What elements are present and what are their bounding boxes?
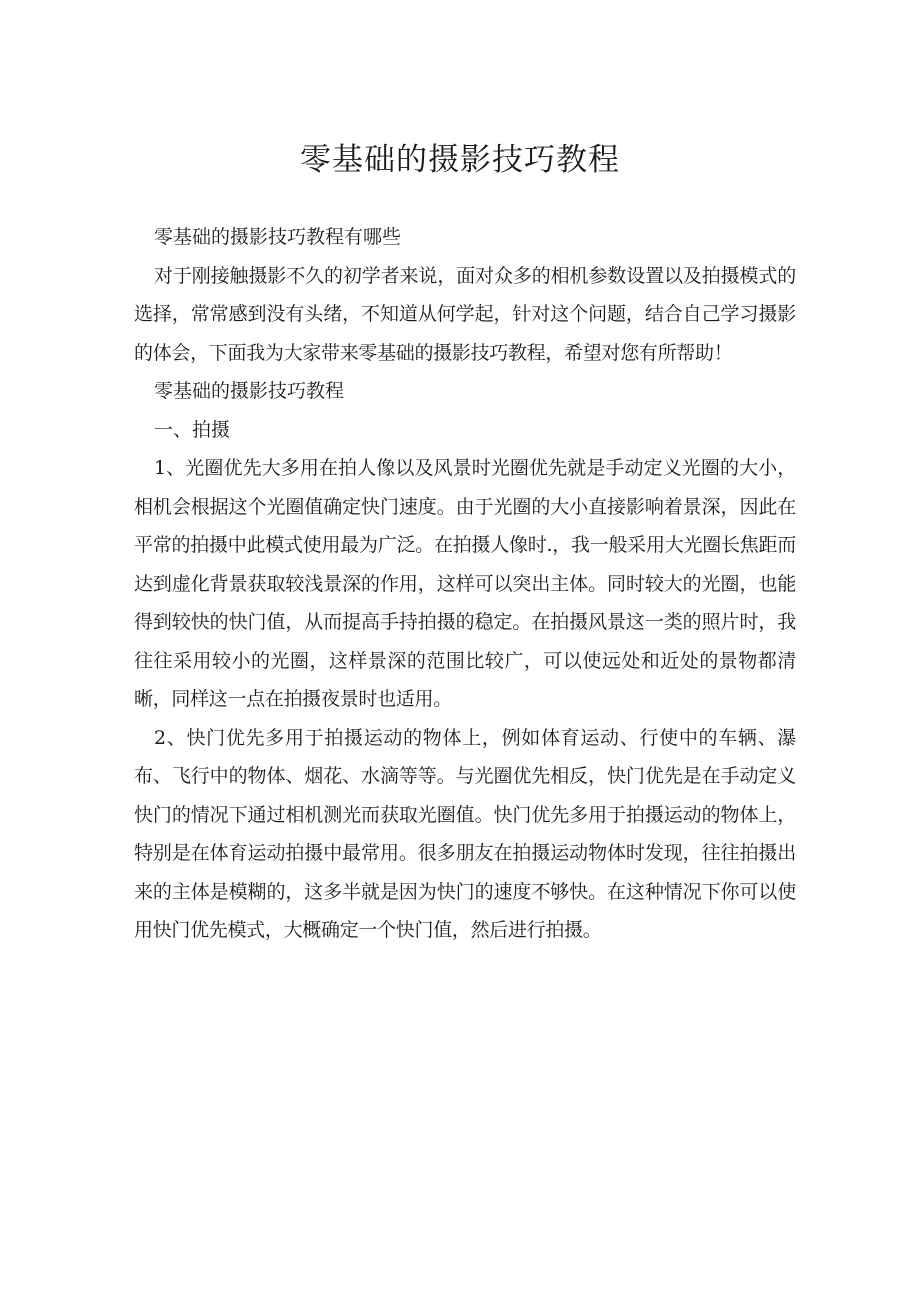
paragraph-aperture-priority: 1、光圈优先大多用在拍人像以及风景时光圈优先就是手动定义光圈的大小，相机会根据这个光圈值确定快门速度。由于光圈的大小直接影响着景深，因此在平常的拍摄中此模式使用最为广泛。在拍摄人像时.，我一般采用大光圈长焦距而达到虚化背景获取较浅景深的作用，这样可以突出主体。同时较大的光圈，也能得到较快的快门值，从而提高手持拍摄的稳定。在拍摄风景这一类的照片时，我往往采用较小的光圈，这样景深的范围比较广，可以使远处和近处的景物都清晰，同样这一点在拍摄夜景时也适用。 [134,457,796,710]
paragraph-shutter-priority: 2、快门优先多用于拍摄运动的物体上，例如体育运动、行使中的车辆、瀑布、飞行中的物体、烟花、水滴等等。与光圈优先相反，快门优先是在手动定义快门的情况下通过相机测光而获取光圈值。快门优先多用于拍摄运动的物体上，特别是在体育运动拍摄中最常用。很多朋友在拍摄运动物体时发现，往往拍摄出来的主体是模糊的，这多半就是因为快门的速度不够快。在这种情况下你可以使用快门优先模式，大概确定一个快门值，然后进行拍摄。 [134,726,796,941]
document-title: 零基础的摄影技巧教程 [300,142,620,178]
paragraph-intro: 对于刚接触摄影不久的初学者来说，面对众多的相机参数设置以及拍摄模式的选择，常常感到没有头绪，不知道从何学起，针对这个问题，结合自己学习摄影的体会，下面我为大家带来零基础的摄影技巧教程，希望对您有所帮助！ [134,264,796,364]
paragraph-subtitle: 零基础的摄影技巧教程有哪些 [154,226,402,248]
document-body [134,218,796,950]
paragraph-section-heading: 零基础的摄影技巧教程 [154,380,345,402]
paragraph-subsection-heading: 一、拍摄 [154,418,231,441]
